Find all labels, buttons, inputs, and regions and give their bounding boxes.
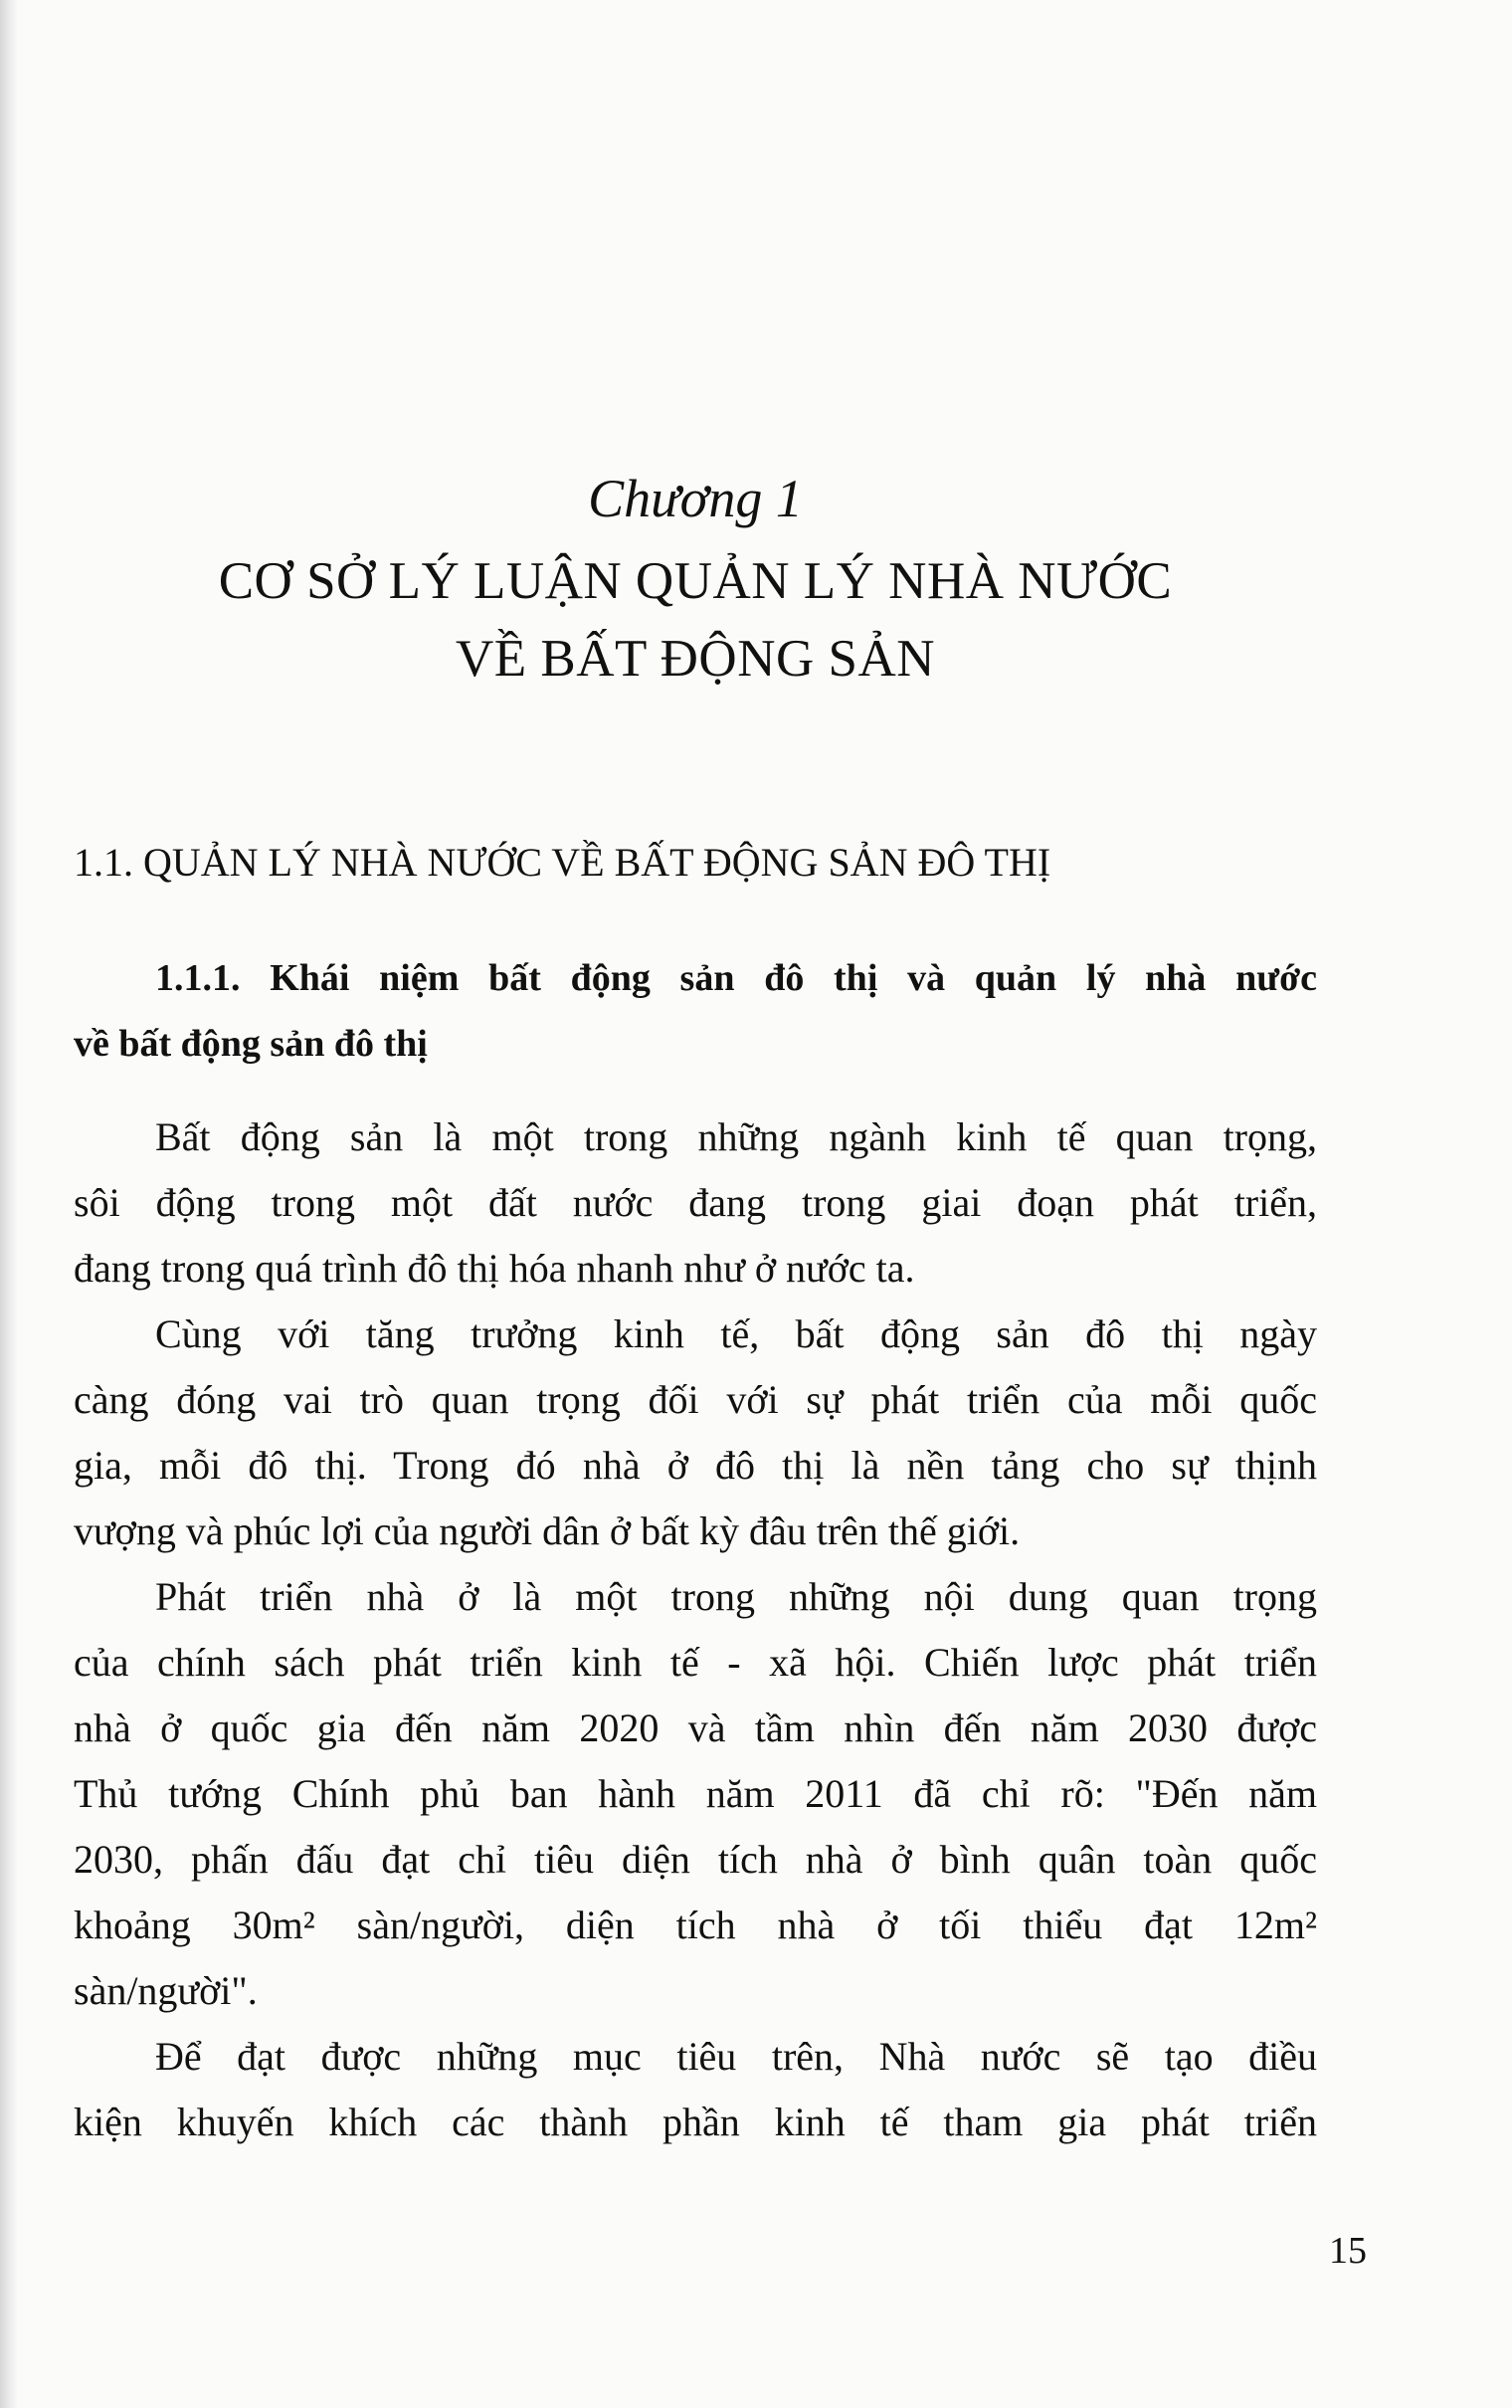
spine-shadow — [0, 0, 18, 2408]
text-line: Để đạt được những mục tiêu trên, Nhà nước sẽ tạo điều — [155, 2034, 1317, 2079]
subsection-title-line-2: về bất động sản đô thị — [74, 1023, 428, 1065]
text-line: sôi động trong một đất nước đang trong giai đoạn phát triển, — [74, 1180, 1317, 1225]
text-line: đang trong quá trình đô thị hóa nhanh như ở nước ta. — [74, 1246, 915, 1291]
text-line: nhà ở quốc gia đến năm 2020 và tầm nhìn đến năm 2030 được — [74, 1706, 1317, 1750]
text-line: 2030, phấn đấu đạt chỉ tiêu diện tích nhà ở bình quân toàn quốc — [74, 1837, 1317, 1882]
chapter-label: Chương 1 — [588, 469, 803, 528]
text-line: Cùng với tăng trưởng kinh tế, bất động sản đô thị ngày — [155, 1311, 1317, 1356]
text-line: gia, mỗi đô thị. Trong đó nhà ở đô thị là nền tảng cho sự thịnh — [74, 1443, 1317, 1488]
paragraph-1 — [74, 1104, 1317, 1302]
body-text — [74, 1104, 1317, 2155]
chapter-title-line-2: VỀ BẤT ĐỘNG SẢN — [455, 630, 936, 688]
subsection-title — [74, 945, 1317, 1077]
paragraph-4 — [74, 2024, 1317, 2155]
chapter-title-line-1: CƠ SỞ LÝ LUẬN QUẢN LÝ NHÀ NƯỚC — [218, 552, 1173, 610]
page-content — [74, 0, 1367, 2408]
page-number: 15 — [1329, 2230, 1367, 2272]
text-line: sàn/người". — [74, 1968, 258, 2013]
text-line: của chính sách phát triển kinh tế - xã hội. Chiến lược phát triển — [74, 1640, 1317, 1685]
text-line: Phát triển nhà ở là một trong những nội dung quan trọng — [155, 1574, 1317, 1619]
text-line: vượng và phúc lợi của người dân ở bất kỳ đâu trên thế giới. — [74, 1508, 1021, 1553]
section-title: 1.1. QUẢN LÝ NHÀ NƯỚC VỀ BẤT ĐỘNG SẢN ĐÔ THỊ — [74, 840, 1051, 885]
text-line: Thủ tướng Chính phủ ban hành năm 2011 đã chỉ rõ: "Đến năm — [74, 1771, 1317, 1816]
paragraph-2 — [74, 1302, 1317, 1564]
text-line: Bất động sản là một trong những ngành kinh tế quan trọng, — [155, 1114, 1317, 1159]
text-line: khoảng 30m² sàn/người, diện tích nhà ở tối thiểu đạt 12m² — [74, 1903, 1317, 1947]
text-line: càng đóng vai trò quan trọng đối với sự phát triển của mỗi quốc — [74, 1377, 1317, 1422]
text-line: kiện khuyến khích các thành phần kinh tế tham gia phát triển — [74, 2100, 1317, 2144]
paragraph-3 — [74, 1564, 1317, 2024]
chapter-title — [74, 542, 1317, 698]
subsection-title-line-1: 1.1.1. Khái niệm bất động sản đô thị và quản lý nhà nước — [155, 957, 1317, 999]
